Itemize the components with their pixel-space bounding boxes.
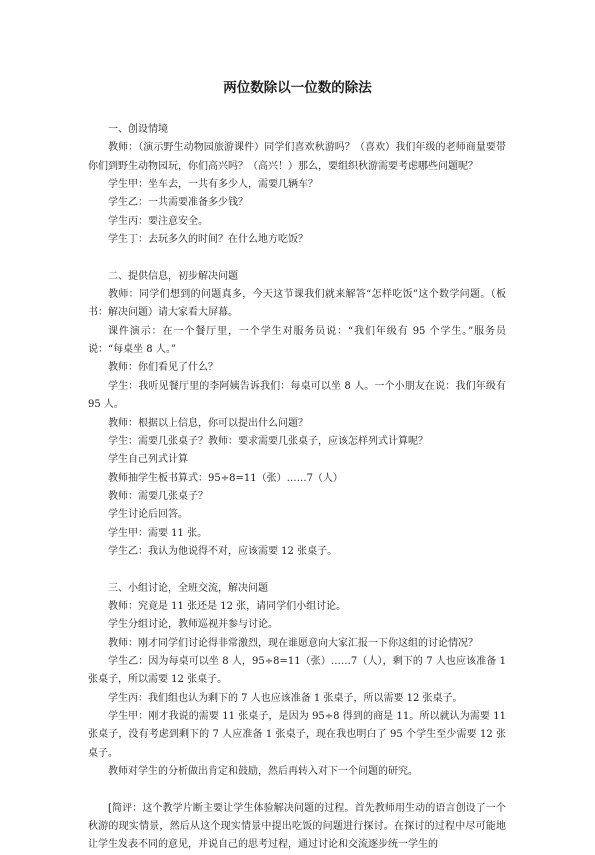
section-heading-1: 一、创设情境	[108, 124, 168, 135]
paragraph: 学生：需要几张桌子？教师：要求需要几张桌子，应该怎样列式计算呢？	[108, 435, 428, 447]
paragraph: 学生乙：我认为他说得不对，应该需要 12 张桌子。	[108, 545, 338, 557]
section-heading-3: 三、小组讨论，全班交流，解决问题	[108, 582, 268, 594]
paragraph: 教师对学生的分析做出肯定和鼓励，然后再转入对下一个问题的研究。	[108, 766, 418, 778]
paragraph: 教师：刚才同学们讨论得非常激烈，现在谁愿意向大家汇报一下你这组的讨论情况？	[108, 637, 478, 649]
paragraph: 学生：我听见餐厅里的李阿姨告诉我们：每桌可以坐 8 人。一个小朋友在说：我们年级有 95 人。	[88, 380, 506, 411]
paragraph: 学生乙：因为每桌可以坐 8 人，95÷8=11（张）……7（人），剩下的 7 人也应该准备 1 张桌子，所以需要 12 张桌子。	[88, 655, 506, 686]
paragraph: 学生丁：去玩多久的时间？在什么地方吃饭？	[108, 234, 308, 246]
paragraph: 教师抽学生板书算式：95÷8=11（张）……7（人）	[108, 472, 343, 484]
paragraph: 学生分组讨论，教师巡视并参与讨论。	[108, 619, 278, 631]
paragraph: 学生自己列式计算	[108, 454, 188, 466]
paragraph: 学生丙：要注意安全。	[108, 215, 208, 227]
document-title: 两位数除以一位数的除法	[223, 80, 372, 96]
paragraph: 学生甲：需要 11 张。	[108, 527, 208, 539]
paragraph: 学生讨论后回答。	[108, 509, 188, 521]
commentary-paragraph: [简评：这个教学片断主要让学生体验解决问题的过程。首先教师用生动的语言创设了一个秋游的现实情景，然后从这个现实情景中提出吃饭的问题进行探讨。在探讨的过程中尽可能地让学生发表不同的意见，并说自己的思考过程，通过讨论和交流逐步统一学生的	[88, 802, 506, 851]
paragraph: 教师：究竟是 11 张还是 12 张，请同学们小组讨论。	[108, 600, 347, 612]
section-heading-2: 二、提供信息，初步解决问题	[108, 270, 238, 282]
paragraph: 学生甲：刚才我说的需要 11 张桌子，是因为 95÷8 得到的商是 11。所以就认为需要 11 张桌子，没有考虑到剩下的 7 人应准备 1 张桌子，现在我也明白了 95 个学生至少需要 12 张桌子。	[88, 711, 506, 759]
paragraph: 学生乙：一共需要准备多少钱？	[108, 197, 248, 209]
section-spacer	[88, 561, 506, 579]
paragraph: 教师：根据以上信息，你可以提出什么问题？	[108, 417, 308, 429]
paragraph: 教师：你们看见了什么？	[108, 362, 218, 374]
paragraph: 学生甲：坐车去，一共有多少人，需要几辆车？	[108, 179, 318, 191]
paragraph: 学生丙：我们组也认为剩下的 7 人也应该准备 1 张桌子，所以需要 12 张桌子。	[108, 692, 463, 704]
paragraph: 教师：（演示野生动物园旅游课件）同学们喜欢秋游吗？（喜欢）我们年级的老师商量要带你们到野生动物园玩，你们高兴吗？（高兴！）那么，要组织秋游需要考虑哪些问题呢？	[88, 142, 506, 172]
section-spacer	[88, 781, 506, 799]
section-spacer	[88, 249, 506, 267]
document-body	[88, 121, 506, 855]
paragraph: 教师：需要几张桌子？	[108, 490, 208, 502]
paragraph: 课件演示：在一个餐厅里，一个学生对服务员说：“我们年级有 95 个学生。”服务员说：“每桌坐 8 人。”	[88, 325, 506, 356]
paragraph: 教师：同学们想到的问题真多，今天这节课我们就来解答“怎样吃饭”这个数学问题。（板书：解决问题）请大家看大屏幕。	[88, 289, 506, 319]
